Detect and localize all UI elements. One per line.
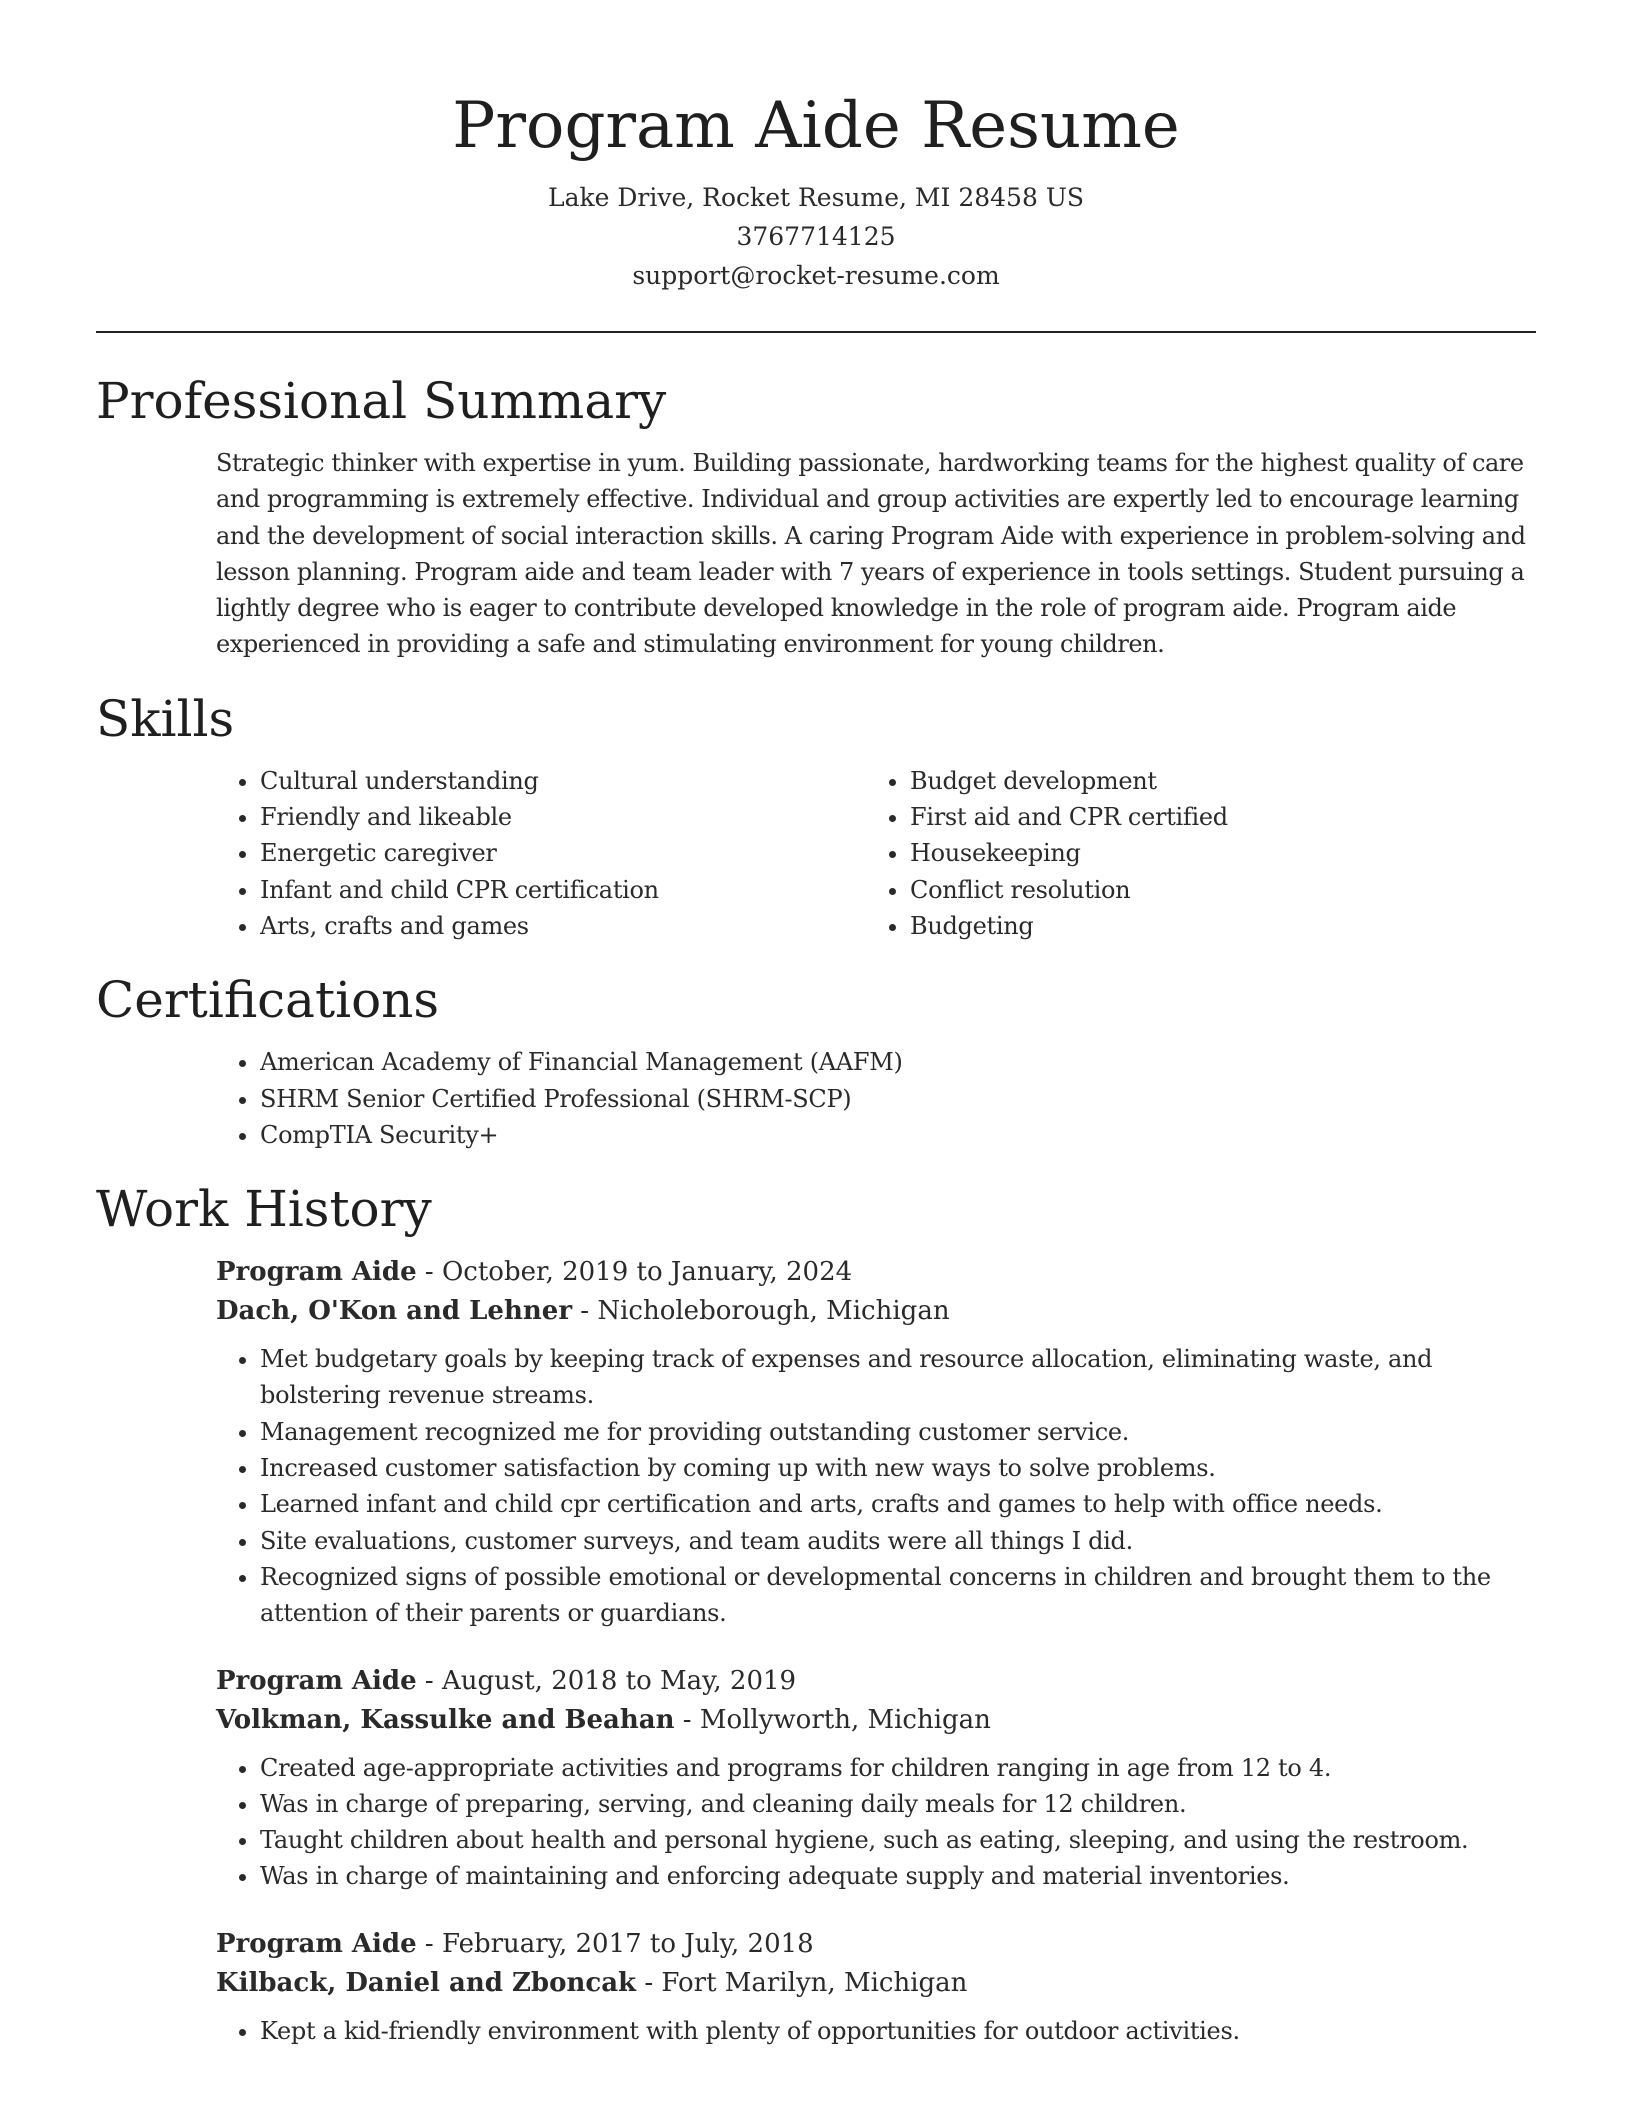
- work-history-section: [96, 1253, 1536, 2049]
- resume-header: [96, 0, 1536, 295]
- separator: -: [572, 1296, 598, 1327]
- contact-address: Lake Drive, Rocket Resume, MI 28458 US: [547, 183, 1085, 212]
- summary-text: Strategic thinker with expertise in yum. Building passionate, hardworking teams for the highest quality of care and programming is extremely effective. Individual and group activities are expertly led to encourage learning and the development of social interaction skills. A caring Program Aide with experience in problem-solving and lesson planning. Program aide and team leader with 7 years of experience in tools settings. Student pursuing a lightly degree who is eager to contribute developed knowledge in the role of program aide. Program aide experienced in providing a safe and stimulating environment for young children.: [216, 449, 1526, 659]
- job-company-line: [216, 1292, 1536, 1331]
- summary-heading: Professional Summary: [96, 372, 667, 430]
- job-company-line: [216, 1964, 1536, 2003]
- skill-item: • Housekeeping: [910, 835, 1516, 871]
- resume-title: Program Aide Resume: [452, 89, 1180, 163]
- job-location: Fort Marilyn, Michigan: [661, 1967, 968, 1998]
- certification-item: • American Academy of Financial Management (AAFM): [260, 1044, 1536, 1080]
- job-company: Volkman, Kassulke and Beahan: [216, 1704, 675, 1735]
- job-bullet: • Site evaluations, customer surveys, and team audits were all things I did.: [260, 1523, 1536, 1559]
- job-title-line: [216, 1925, 1536, 1964]
- contact-block: [96, 178, 1536, 295]
- job-bullet: • Created age-appropriate activities and programs for children ranging in age from 12 to 4.: [260, 1750, 1536, 1786]
- separator: -: [674, 1704, 700, 1735]
- contact-phone: 3767714125: [736, 222, 896, 251]
- skill-item: • Budgeting: [910, 908, 1516, 944]
- job-bullet: • Kept a kid-friendly environment with plenty of opportunities for outdoor activities.: [260, 2013, 1536, 2049]
- job-title-line: [216, 1662, 1536, 1701]
- separator: -: [636, 1967, 662, 1998]
- skill-item: • Infant and child CPR certification: [260, 872, 866, 908]
- work-history-heading: Work History: [96, 1180, 432, 1239]
- job-bullet: • Met budgetary goals by keeping track of expenses and resource allocation, eliminating waste, and bolstering revenue streams.: [260, 1341, 1536, 1414]
- skill-item: • Conflict resolution: [910, 872, 1516, 908]
- certification-item: • CompTIA Security+: [260, 1117, 1536, 1153]
- certifications-heading: Certifications: [96, 971, 440, 1030]
- job-company: Dach, O'Kon and Lehner: [216, 1296, 573, 1327]
- skills-grid: [216, 763, 1536, 944]
- skill-item: • Budget development: [910, 763, 1516, 799]
- job-title-line: [216, 1253, 1536, 1292]
- job-dates: October, 2019 to January, 2024: [441, 1257, 853, 1288]
- job-entry: [216, 1925, 1536, 2049]
- job-location: Mollyworth, Michigan: [699, 1704, 991, 1735]
- job-title: Program Aide: [216, 1928, 417, 1959]
- skills-list-right: [866, 763, 1516, 944]
- skill-item: • Cultural understanding: [260, 763, 866, 799]
- job-location: Nicholeborough, Michigan: [597, 1296, 950, 1327]
- job-bullets: [216, 2013, 1536, 2049]
- job-bullets: [216, 1750, 1536, 1895]
- certification-item: • SHRM Senior Certified Professional (SHRM-SCP): [260, 1081, 1536, 1117]
- skills-section: [96, 763, 1536, 944]
- job-bullet: • Recognized signs of possible emotional or developmental concerns in children and brought them to the attention of their parents or guardians.: [260, 1559, 1536, 1632]
- contact-email: support@rocket-resume.com: [632, 261, 1000, 290]
- job-bullets: [216, 1341, 1536, 1631]
- job-company-line: [216, 1701, 1536, 1740]
- job-entry: [216, 1662, 1536, 1895]
- job-dates: August, 2018 to May, 2019: [441, 1665, 797, 1696]
- separator: -: [416, 1665, 442, 1696]
- certifications-list: [216, 1044, 1536, 1153]
- skills-list-left: [216, 763, 866, 944]
- job-entry: [216, 1253, 1536, 1631]
- job-bullet: • Taught children about health and personal hygiene, such as eating, sleeping, and using the restroom.: [260, 1822, 1536, 1858]
- job-bullet: • Learned infant and child cpr certification and arts, crafts and games to help with office needs.: [260, 1486, 1536, 1522]
- summary-section: [96, 445, 1536, 663]
- job-company: Kilback, Daniel and Zboncak: [216, 1967, 637, 1998]
- job-dates: February, 2017 to July, 2018: [441, 1928, 814, 1959]
- header-divider: [96, 331, 1536, 333]
- certifications-section: [96, 1044, 1536, 1153]
- job-bullet: • Was in charge of preparing, serving, and cleaning daily meals for 12 children.: [260, 1786, 1536, 1822]
- skill-item: • Arts, crafts and games: [260, 908, 866, 944]
- skills-heading: Skills: [96, 689, 235, 748]
- job-bullet: • Was in charge of maintaining and enforcing adequate supply and material inventories.: [260, 1858, 1536, 1894]
- separator: -: [416, 1928, 442, 1959]
- job-bullet: • Management recognized me for providing outstanding customer service.: [260, 1414, 1536, 1450]
- job-title: Program Aide: [216, 1257, 417, 1288]
- separator: -: [416, 1257, 442, 1288]
- job-title: Program Aide: [216, 1665, 417, 1696]
- skill-item: • Friendly and likeable: [260, 799, 866, 835]
- skill-item: • First aid and CPR certified: [910, 799, 1516, 835]
- job-bullet: • Increased customer satisfaction by coming up with new ways to solve problems.: [260, 1450, 1536, 1486]
- skill-item: • Energetic caregiver: [260, 835, 866, 871]
- resume-page: [96, 0, 1536, 2049]
